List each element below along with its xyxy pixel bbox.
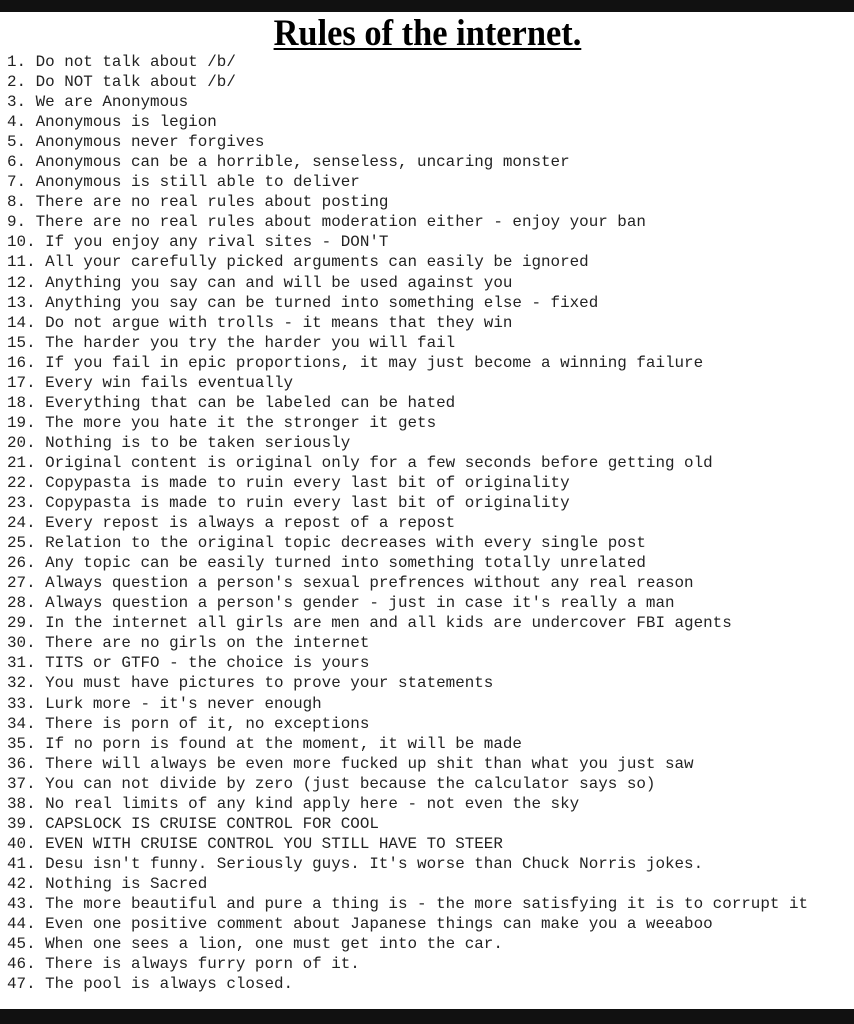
rule-item: 23. Copypasta is made to ruin every last bit of originality bbox=[7, 494, 570, 513]
rule-item: 22. Copypasta is made to ruin every last bit of originality bbox=[7, 473, 570, 492]
rule-item: 12. Anything you say can and will be used against you bbox=[7, 273, 513, 292]
rule-item: 2. Do NOT talk about /b/ bbox=[7, 73, 236, 92]
rule-item: 31. TITS or GTFO - the choice is yours bbox=[7, 654, 370, 673]
rule-item: 7. Anonymous is still able to deliver bbox=[7, 173, 360, 192]
rule-item: 18. Everything that can be labeled can be hated bbox=[7, 393, 456, 412]
rule-item: 35. If no porn is found at the moment, it will be made bbox=[7, 734, 522, 753]
rule-item: 4. Anonymous is legion bbox=[7, 113, 217, 132]
rule-item: 17. Every win fails eventually bbox=[7, 373, 294, 392]
rule-item: 37. You can not divide by zero (just because the calculator says so) bbox=[7, 774, 656, 793]
rule-item: 42. Nothing is Sacred bbox=[7, 874, 208, 893]
top-border-bar bbox=[0, 0, 854, 12]
rule-item: 10. If you enjoy any rival sites - DON'T bbox=[7, 233, 389, 252]
rule-item: 11. All your carefully picked arguments can easily be ignored bbox=[7, 253, 589, 272]
rule-item: 43. The more beautiful and pure a thing is - the more satisfying it is to corrupt it bbox=[7, 894, 809, 913]
rule-item: 44. Even one positive comment about Japanese things can make you a weeaboo bbox=[7, 915, 713, 934]
rule-item: 30. There are no girls on the internet bbox=[7, 634, 370, 653]
rule-item: 28. Always question a person's gender - just in case it's really a man bbox=[7, 594, 675, 613]
rule-item: 36. There will always be even more fucked up shit than what you just saw bbox=[7, 754, 694, 773]
rule-item: 26. Any topic can be easily turned into something totally unrelated bbox=[7, 554, 646, 573]
rule-item: 45. When one sees a lion, one must get into the car. bbox=[7, 935, 503, 954]
rule-item: 39. CAPSLOCK IS CRUISE CONTROL FOR COOL bbox=[7, 814, 379, 833]
rule-item: 20. Nothing is to be taken seriously bbox=[7, 433, 351, 452]
rule-item: 6. Anonymous can be a horrible, senseless, uncaring monster bbox=[7, 153, 570, 172]
rule-item: 24. Every repost is always a repost of a repost bbox=[7, 514, 456, 533]
rule-item: 29. In the internet all girls are men and all kids are undercover FBI agents bbox=[7, 614, 732, 633]
rule-item: 16. If you fail in epic proportions, it may just become a winning failure bbox=[7, 353, 704, 372]
rule-item: 34. There is porn of it, no exceptions bbox=[7, 714, 370, 733]
rule-item: 1. Do not talk about /b/ bbox=[7, 53, 236, 71]
rule-item: 25. Relation to the original topic decreases with every single post bbox=[7, 534, 646, 553]
rules-list bbox=[7, 52, 808, 994]
rule-item: 32. You must have pictures to prove your statements bbox=[7, 674, 494, 693]
rule-item: 21. Original content is original only for a few seconds before getting old bbox=[7, 453, 713, 472]
rule-item: 3. We are Anonymous bbox=[7, 93, 189, 112]
rule-item: 13. Anything you say can be turned into something else - fixed bbox=[7, 293, 599, 312]
rule-item: 41. Desu isn't funny. Seriously guys. It's worse than Chuck Norris jokes. bbox=[7, 854, 704, 873]
rule-item: 40. EVEN WITH CRUISE CONTROL YOU STILL HAVE TO STEER bbox=[7, 834, 503, 853]
rule-item: 33. Lurk more - it's never enough bbox=[7, 694, 322, 713]
rule-item: 9. There are no real rules about moderation either - enjoy your ban bbox=[7, 213, 646, 232]
rule-item: 38. No real limits of any kind apply here - not even the sky bbox=[7, 794, 580, 813]
page-title bbox=[0, 12, 854, 56]
rule-item: 5. Anonymous never forgives bbox=[7, 133, 265, 152]
rule-item: 15. The harder you try the harder you will fail bbox=[7, 333, 456, 352]
rule-item: 27. Always question a person's sexual prefrences without any real reason bbox=[7, 574, 694, 593]
rule-item: 14. Do not argue with trolls - it means that they win bbox=[7, 313, 513, 332]
rule-item: 8. There are no real rules about posting bbox=[7, 193, 389, 212]
rule-item: 46. There is always furry porn of it. bbox=[7, 955, 360, 974]
page-title-text: Rules of the internet. bbox=[273, 13, 581, 54]
rule-item: 47. The pool is always closed. bbox=[7, 975, 294, 994]
rule-item: 19. The more you hate it the stronger it gets bbox=[7, 413, 437, 432]
bottom-border-bar bbox=[0, 1009, 854, 1024]
